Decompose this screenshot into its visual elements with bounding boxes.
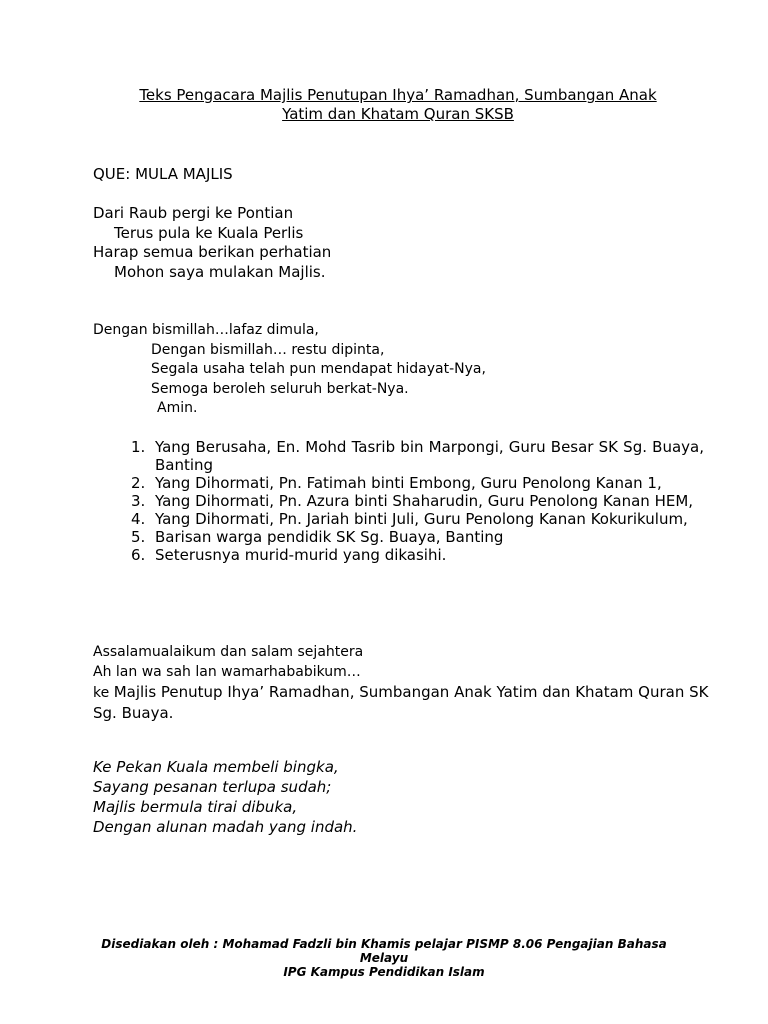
prayer-line: Dengan bismillah…lafaz dimula, xyxy=(93,322,319,338)
pantun-line: Dari Raub pergi ke Pontian xyxy=(93,204,294,222)
list-item xyxy=(93,528,704,546)
opening-pantun xyxy=(93,204,331,282)
list-item-text: Yang Dihormati, Pn. Fatimah binti Embong, Guru Penolong Kanan 1, xyxy=(155,474,662,492)
list-item-text: Seterusnya murid-murid yang dikasihi. xyxy=(155,546,447,564)
document-footer xyxy=(70,937,698,979)
pantun-line: Harap semua berikan perhatian xyxy=(93,243,332,261)
event-name: Majlis Penutup Ihya’ Ramadhan, Sumbangan Anak Yatim dan Khatam Quran SK Sg. Buaya. xyxy=(93,683,709,722)
footer-line-3: IPG Kampus Pendidikan Islam xyxy=(283,965,485,979)
opening-prayer xyxy=(93,321,486,419)
list-item-text: Barisan warga pendidik SK Sg. Buaya, Banting xyxy=(155,528,504,546)
prayer-line: Dengan bismillah… restu dipinta, xyxy=(151,341,385,358)
salam-ke: ke xyxy=(93,685,110,701)
pantun-line: Terus pula ke Kuala Perlis xyxy=(114,223,304,242)
pantun-line: Sayang pesanan terlupa sudah; xyxy=(93,778,332,796)
list-item xyxy=(93,492,704,510)
greetings-list xyxy=(93,438,704,564)
list-item xyxy=(93,438,704,474)
footer-line-2: Melayu xyxy=(359,951,409,965)
pantun-line: Ke Pekan Kuala membeli bingka, xyxy=(93,758,339,776)
pantun-line: Majlis bermula tirai dibuka, xyxy=(93,798,298,816)
salam-line: Ah lan wa sah lan wamarhababikum… xyxy=(93,664,361,680)
list-item xyxy=(93,510,704,528)
list-item-text: Yang Dihormati, Pn. Jariah binti Juli, Guru Penolong Kanan Kokurikulum, xyxy=(155,510,688,528)
title-line-1: Teks Pengacara Majlis Penutupan Ihya’ Ramadhan, Sumbangan Anak xyxy=(139,86,657,104)
salam-line: Assalamualaikum dan salam sejahtera xyxy=(93,644,364,660)
pantun-line: Dengan alunan madah yang indah. xyxy=(93,818,358,836)
cue-heading: QUE: MULA MAJLIS xyxy=(93,165,233,183)
prayer-line: Amin. xyxy=(157,400,198,416)
list-item-number: 1. xyxy=(131,438,146,456)
list-item-text: Yang Dihormati, Pn. Azura binti Shaharudin, Guru Penolong Kanan HEM, xyxy=(155,492,694,510)
prayer-line: Segala usaha telah pun mendapat hidayat-Nya, xyxy=(151,361,486,377)
document-title xyxy=(80,86,716,124)
list-item-number: 4. xyxy=(131,510,146,528)
list-item xyxy=(93,474,704,492)
list-item-number: 2. xyxy=(131,474,146,492)
closing-pantun xyxy=(93,757,357,837)
list-item xyxy=(93,546,704,564)
salam-paragraph xyxy=(93,642,713,724)
footer-line-1: Disediakan oleh : Mohamad Fadzli bin Khamis pelajar PISMP 8.06 Pengajian Bahasa xyxy=(101,937,667,951)
salam-event-line xyxy=(93,682,713,724)
title-line-2: Yatim dan Khatam Quran SKSB xyxy=(282,105,514,123)
pantun-line: Mohon saya mulakan Majlis. xyxy=(114,262,326,281)
list-item-number: 5. xyxy=(131,528,146,546)
list-item-number: 6. xyxy=(131,546,146,564)
prayer-line: Semoga beroleh seluruh berkat-Nya. xyxy=(151,380,409,397)
list-item-number: 3. xyxy=(131,492,146,510)
list-item-text: Yang Berusaha, En. Mohd Tasrib bin Marpongi, Guru Besar SK Sg. Buaya, Banting xyxy=(155,438,704,474)
